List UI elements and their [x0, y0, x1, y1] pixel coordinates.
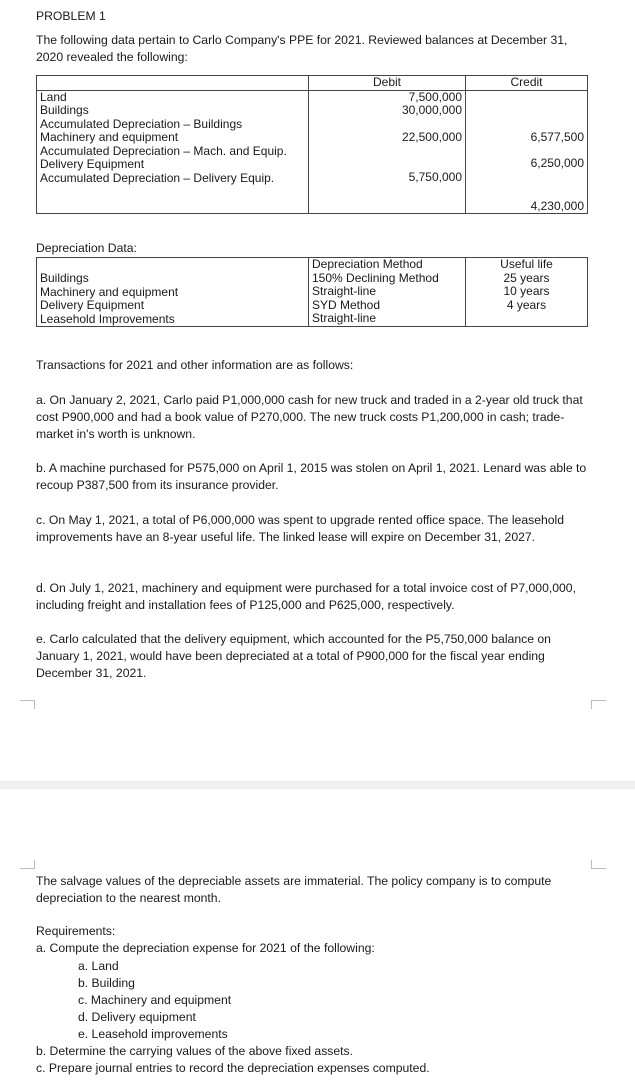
table-row: [37, 258, 588, 327]
requirement-c: c. Prepare journal entries to record the depreciation expenses computed.: [36, 1061, 430, 1075]
account-label: Accumulated Depreciation – Buildings: [40, 116, 243, 131]
life-item: 25 years: [503, 270, 550, 285]
credit-value: 4,230,000: [530, 198, 584, 213]
asset-name: Delivery Equipment: [40, 298, 145, 312]
asset-list: [37, 258, 309, 327]
page-heading: PROBLEM 1: [36, 9, 106, 23]
debit-value: 5,750,000: [408, 170, 462, 184]
method-item: SYD Method: [312, 297, 381, 312]
page-corner-mark: [591, 700, 606, 709]
method-item: 150% Declining Method: [312, 270, 439, 285]
account-label: Land: [40, 89, 67, 104]
method-item: Depreciation Method: [312, 257, 423, 271]
debit-values: [309, 90, 466, 214]
requirement-b: b. Determine the carrying values of the above fixed assets.: [36, 1044, 354, 1058]
account-label: Accumulated Depreciation – Mach. and Equip.: [40, 143, 287, 158]
life-item: Useful life: [500, 257, 553, 271]
credit-value: 6,250,000: [530, 156, 584, 170]
depreciation-title: Depreciation Data:: [36, 241, 137, 255]
salvage-paragraph: The salvage values of the depreciable assets are immaterial. The policy company is to compute depreciation to the nearest month.: [36, 874, 552, 905]
asset-name: Leasehold Improvements: [40, 311, 175, 326]
account-label: Delivery Equipment: [40, 157, 145, 171]
page-corner-mark: [20, 700, 35, 709]
list-item: e. Leasehold improvements: [78, 1027, 228, 1041]
page-corner-mark: [20, 860, 35, 869]
account-labels: [37, 90, 309, 214]
intro-paragraph: The following data pertain to Carlo Company's PPE for 2021. Reviewed balances at December 31, 2020 revealed the following:: [36, 33, 568, 64]
life-list: [466, 258, 588, 327]
account-label: Machinery and equipment: [40, 130, 179, 144]
asset-name: Buildings: [40, 271, 89, 285]
page-corner-mark: [591, 860, 606, 869]
depreciation-table: [36, 257, 588, 327]
transaction-a: a. On January 2, 2021, Carlo paid P1,000,000 cash for new truck and traded in a 2-year old truck that cost P900,000 and had a book value of P270,000. The new truck costs P1,200,000 in cash; trade-market in's worth is unknown.: [36, 393, 583, 441]
method-item: Straight-line: [312, 311, 377, 325]
balances-table: [36, 75, 588, 214]
list-item: b. Building: [78, 976, 135, 990]
requirements-title: Requirements:: [36, 924, 116, 938]
account-label: Accumulated Depreciation – Delivery Equip.: [40, 170, 275, 185]
transaction-c: c. On May 1, 2021, a total of P6,000,000 was spent to upgrade rented office space. The leasehold improvements have an 8-year useful life. The linked lease will expire on December 31, 2027.: [36, 513, 565, 544]
method-item: Straight-line: [312, 284, 377, 298]
asset-name: Machinery and equipment: [40, 284, 179, 299]
list-item: c. Machinery and equipment: [78, 993, 232, 1007]
account-label: Buildings: [40, 103, 89, 117]
header-debit: Debit: [309, 76, 466, 91]
requirement-a: a. Compute the depreciation expense for 2021 of the following:: [36, 941, 375, 955]
transaction-b: b. A machine purchased for P575,000 on April 1, 2015 was stolen on April 1, 2021. Lenard was able to recoup P387,500 from its insurance provider.: [36, 461, 587, 492]
header-blank: [37, 76, 309, 91]
life-item: 4 years: [506, 297, 547, 312]
credit-value: 6,577,500: [530, 129, 584, 144]
transaction-e: e. Carlo calculated that the delivery equipment, which accounted for the P5,750,000 balance on January 1, 2021, would have been depreciated at a total of P900,000 for the fiscal year ending December 31, 2021.: [36, 632, 551, 680]
table-row: [37, 90, 588, 214]
life-item: 10 years: [503, 284, 550, 298]
credit-values: [466, 90, 588, 214]
balances-header-row: [37, 76, 588, 91]
debit-value: 7,500,000 30,000,000: [401, 89, 462, 117]
method-list: [309, 258, 466, 327]
transactions-intro: Transactions for 2021 and other information are as follows:: [36, 358, 354, 372]
requirement-sublist: [78, 958, 231, 1043]
transaction-d: d. On July 1, 2021, machinery and equipment were purchased for a total invoice cost of P7,000,000, including freight and installation fees of P125,000 and P625,000, respectively.: [36, 581, 576, 612]
header-credit: Credit: [466, 76, 588, 91]
page-divider: [0, 781, 635, 789]
list-item: d. Delivery equipment: [78, 1010, 196, 1024]
debit-value: 22,500,000: [401, 129, 462, 144]
list-item: a. Land: [78, 959, 119, 973]
